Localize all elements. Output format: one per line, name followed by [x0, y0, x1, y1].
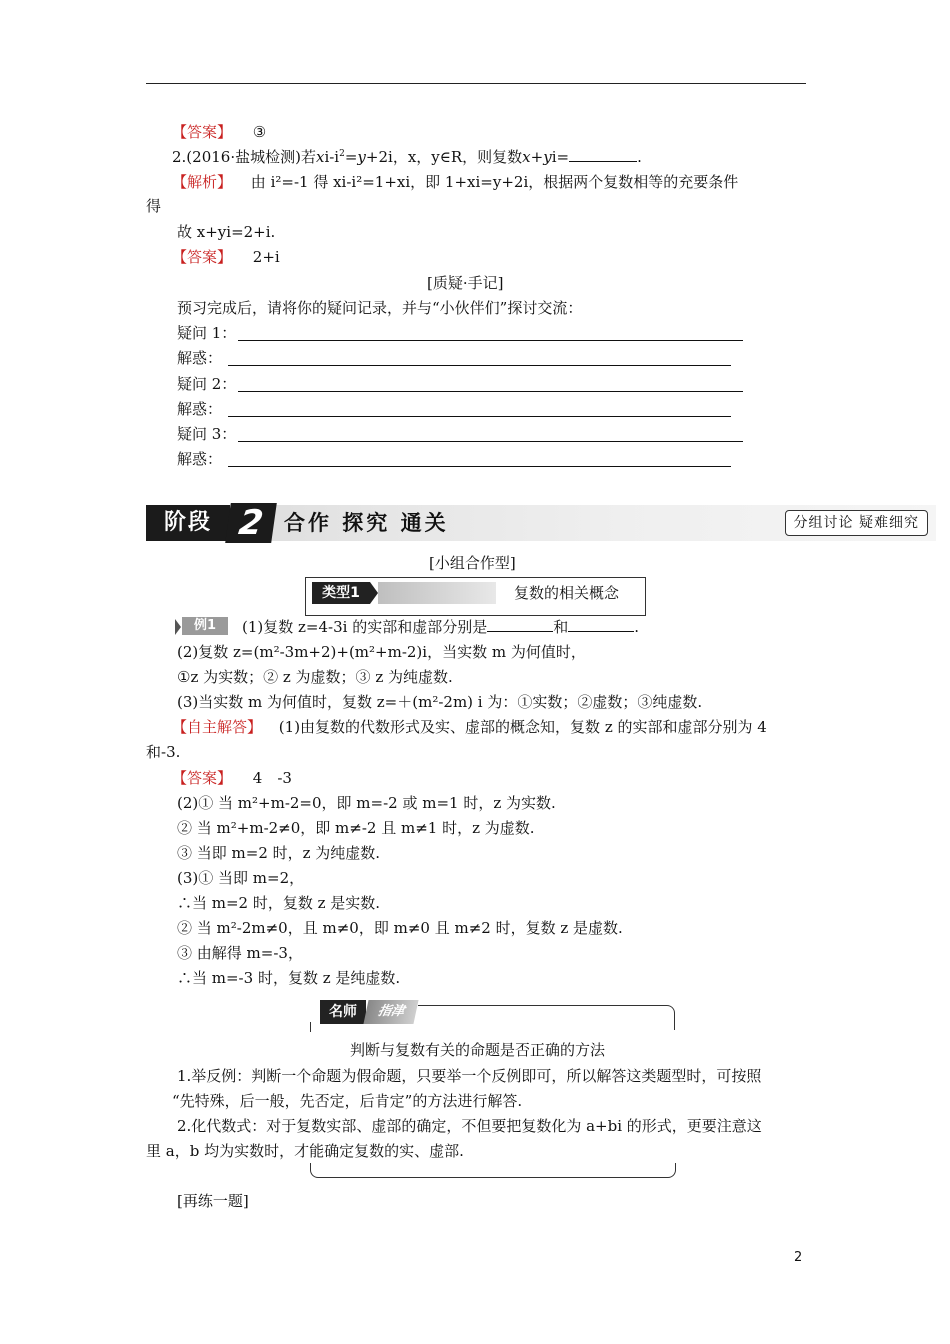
notes-line-a3[interactable] [228, 466, 731, 467]
notes-row-q2: 疑问 2： [177, 375, 237, 393]
example-answer: 4 -3 [252, 769, 292, 787]
page-number: 2 [794, 1250, 803, 1265]
q1-answer: ③ [252, 123, 267, 141]
teacher-p1b: “先特殊，后一般，先否定，后肯定”的方法进行解答. [172, 1092, 523, 1110]
example-s3-4: ③ 由解得 m=-3， [177, 944, 303, 962]
notes-line-a2[interactable] [228, 416, 731, 417]
stage-label: 阶段 [146, 505, 230, 541]
teacher-label [320, 1000, 418, 1024]
self-tag: 【自主解答】 [172, 718, 263, 736]
notes-line-q3[interactable] [238, 441, 743, 442]
q2-answer-line [172, 247, 280, 267]
answer-tag: 【答案】 [172, 248, 233, 266]
example-tag [175, 617, 229, 635]
teacher-p1a: 1.举反例：判断一个命题为假命题，只要举一个反例即可，所以解答这类题型时，可按照 [177, 1067, 762, 1085]
stage-title: 合作 探究 通关 [284, 511, 449, 535]
notes-intro: 预习完成后，请将你的疑问记录，并与“小伙伴们”探讨交流： [177, 299, 583, 317]
q2-analysis-line1b: 得 [146, 197, 162, 215]
example-s3-3: ② 当 m²-2m≠0，且 m≠0，即 m≠0 且 m≠2 时，复数 z 是虚数. [177, 919, 623, 937]
example-answer-line [172, 768, 292, 788]
example-sol1-text: (1)由复数的代数形式及实、虚部的概念知，复数 z 的实部和虚部分别为 4 [278, 718, 767, 736]
teacher-box-bottom [310, 1163, 676, 1178]
teacher-title: 判断与复数有关的命题是否正确的方法 [350, 1041, 606, 1059]
practice-heading: [再练一题] [177, 1192, 249, 1210]
answer-tag: 【答案】 [172, 769, 233, 787]
example-arrow-icon [175, 619, 181, 635]
header-rule [146, 83, 806, 84]
example-sol1 [172, 717, 767, 737]
example-s3-1: (3)① 当即 m=2， [177, 869, 305, 887]
stage-right-label: 分组讨论 疑难细究 [785, 510, 928, 536]
analysis-tag: 【解析】 [172, 173, 233, 191]
example-p2-sub: ①z 为实数；② z 为虚数；③ z 为纯虚数. [177, 668, 453, 686]
notes-row-a3: 解惑： [177, 450, 223, 468]
notes-row-q1: 疑问 1： [177, 324, 237, 342]
teacher-box-left [310, 1022, 319, 1032]
example-s2-1: (2)① 当 m²+m-2=0，即 m=-2 或 m=1 时，z 为实数. [177, 794, 556, 812]
example-s3-2: ∴当 m=2 时，复数 z 是实数. [177, 894, 381, 912]
notes-heading: [质疑·手记] [427, 274, 504, 292]
teacher-label-a: 名师 [320, 1000, 366, 1024]
example-p2: (2)复数 z=(m²-3m+2)+(m²+m-2)i，当实数 m 为何值时， [177, 643, 586, 661]
example-s3-5: ∴当 m=-3 时，复数 z 是纯虚数. [177, 969, 401, 987]
q1-answer-line [172, 122, 266, 142]
teacher-p2b: 里 a，b 均为实数时，才能确定复数的实、虚部. [146, 1142, 464, 1160]
example-s2-2: ② 当 m²+m-2≠0，即 m≠-2 且 m≠1 时，z 为虚数. [177, 819, 535, 837]
q2-answer: 2+i [252, 248, 280, 266]
example-blank-1 [487, 617, 553, 632]
q2-analysis-line2: 故 x+yi=2+i. [177, 223, 276, 241]
example-blank-2 [568, 617, 634, 632]
type-box [305, 577, 646, 616]
q2-question: 2.(2016·盐城检测)若$xi-i^2=y+2i$，x，y∈R，则复数x+yi= . [172, 148, 642, 166]
type-arrow-icon [370, 582, 378, 604]
example-sol1b: 和-3. [146, 743, 181, 761]
notes-row-q3: 疑问 3： [177, 425, 237, 443]
type-title: 复数的相关概念 [514, 584, 620, 602]
example-p1-a: (1)复数 z=4-3i 的实部和虚部分别是 [242, 618, 488, 636]
group-heading: [小组合作型] [429, 554, 516, 572]
type-label: 类型1 [312, 582, 370, 604]
notes-row-a1: 解惑： [177, 349, 223, 367]
type-shade [378, 582, 496, 604]
example-tag-label: 例1 [182, 617, 228, 635]
q2-condition-tail: ，x，y∈R，则复数 [392, 148, 523, 166]
example-s2-3: ③ 当即 m=2 时，z 为纯虚数. [177, 844, 381, 862]
stage-number: 2 [225, 503, 277, 543]
teacher-label-b: 指津 [363, 1000, 418, 1024]
q2-analysis-text: 由 i²=-1 得 xi-i²=1+xi，即 1+xi=y+2i，根据两个复数相等的充要条件 [250, 173, 739, 191]
example-p1-b: 和 [553, 618, 569, 636]
notes-line-q2[interactable] [238, 391, 743, 392]
answer-tag: 【答案】 [172, 123, 233, 141]
q2-blank [569, 147, 637, 162]
notes-line-a1[interactable] [228, 365, 731, 366]
q2-prefix: 2.(2016·盐城检测)若 [172, 148, 316, 166]
q2-analysis-line1 [172, 172, 738, 192]
notes-row-a2: 解惑： [177, 400, 223, 418]
example-p1: (1)复数 z=4-3i 的实部和虚部分别是 和 . [242, 618, 640, 636]
notes-line-q1[interactable] [238, 340, 743, 341]
teacher-box-top [418, 1005, 675, 1030]
example-p3: (3)当实数 m 为何值时，复数 z=＋(m²-2m) i 为：①实数；②虚数；③纯虚数. [177, 693, 703, 711]
teacher-p2a: 2.化代数式：对于复数实部、虚部的确定，不但要把复数化为 a+bi 的形式，更要注意这 [177, 1117, 762, 1135]
stage-banner [146, 505, 936, 543]
